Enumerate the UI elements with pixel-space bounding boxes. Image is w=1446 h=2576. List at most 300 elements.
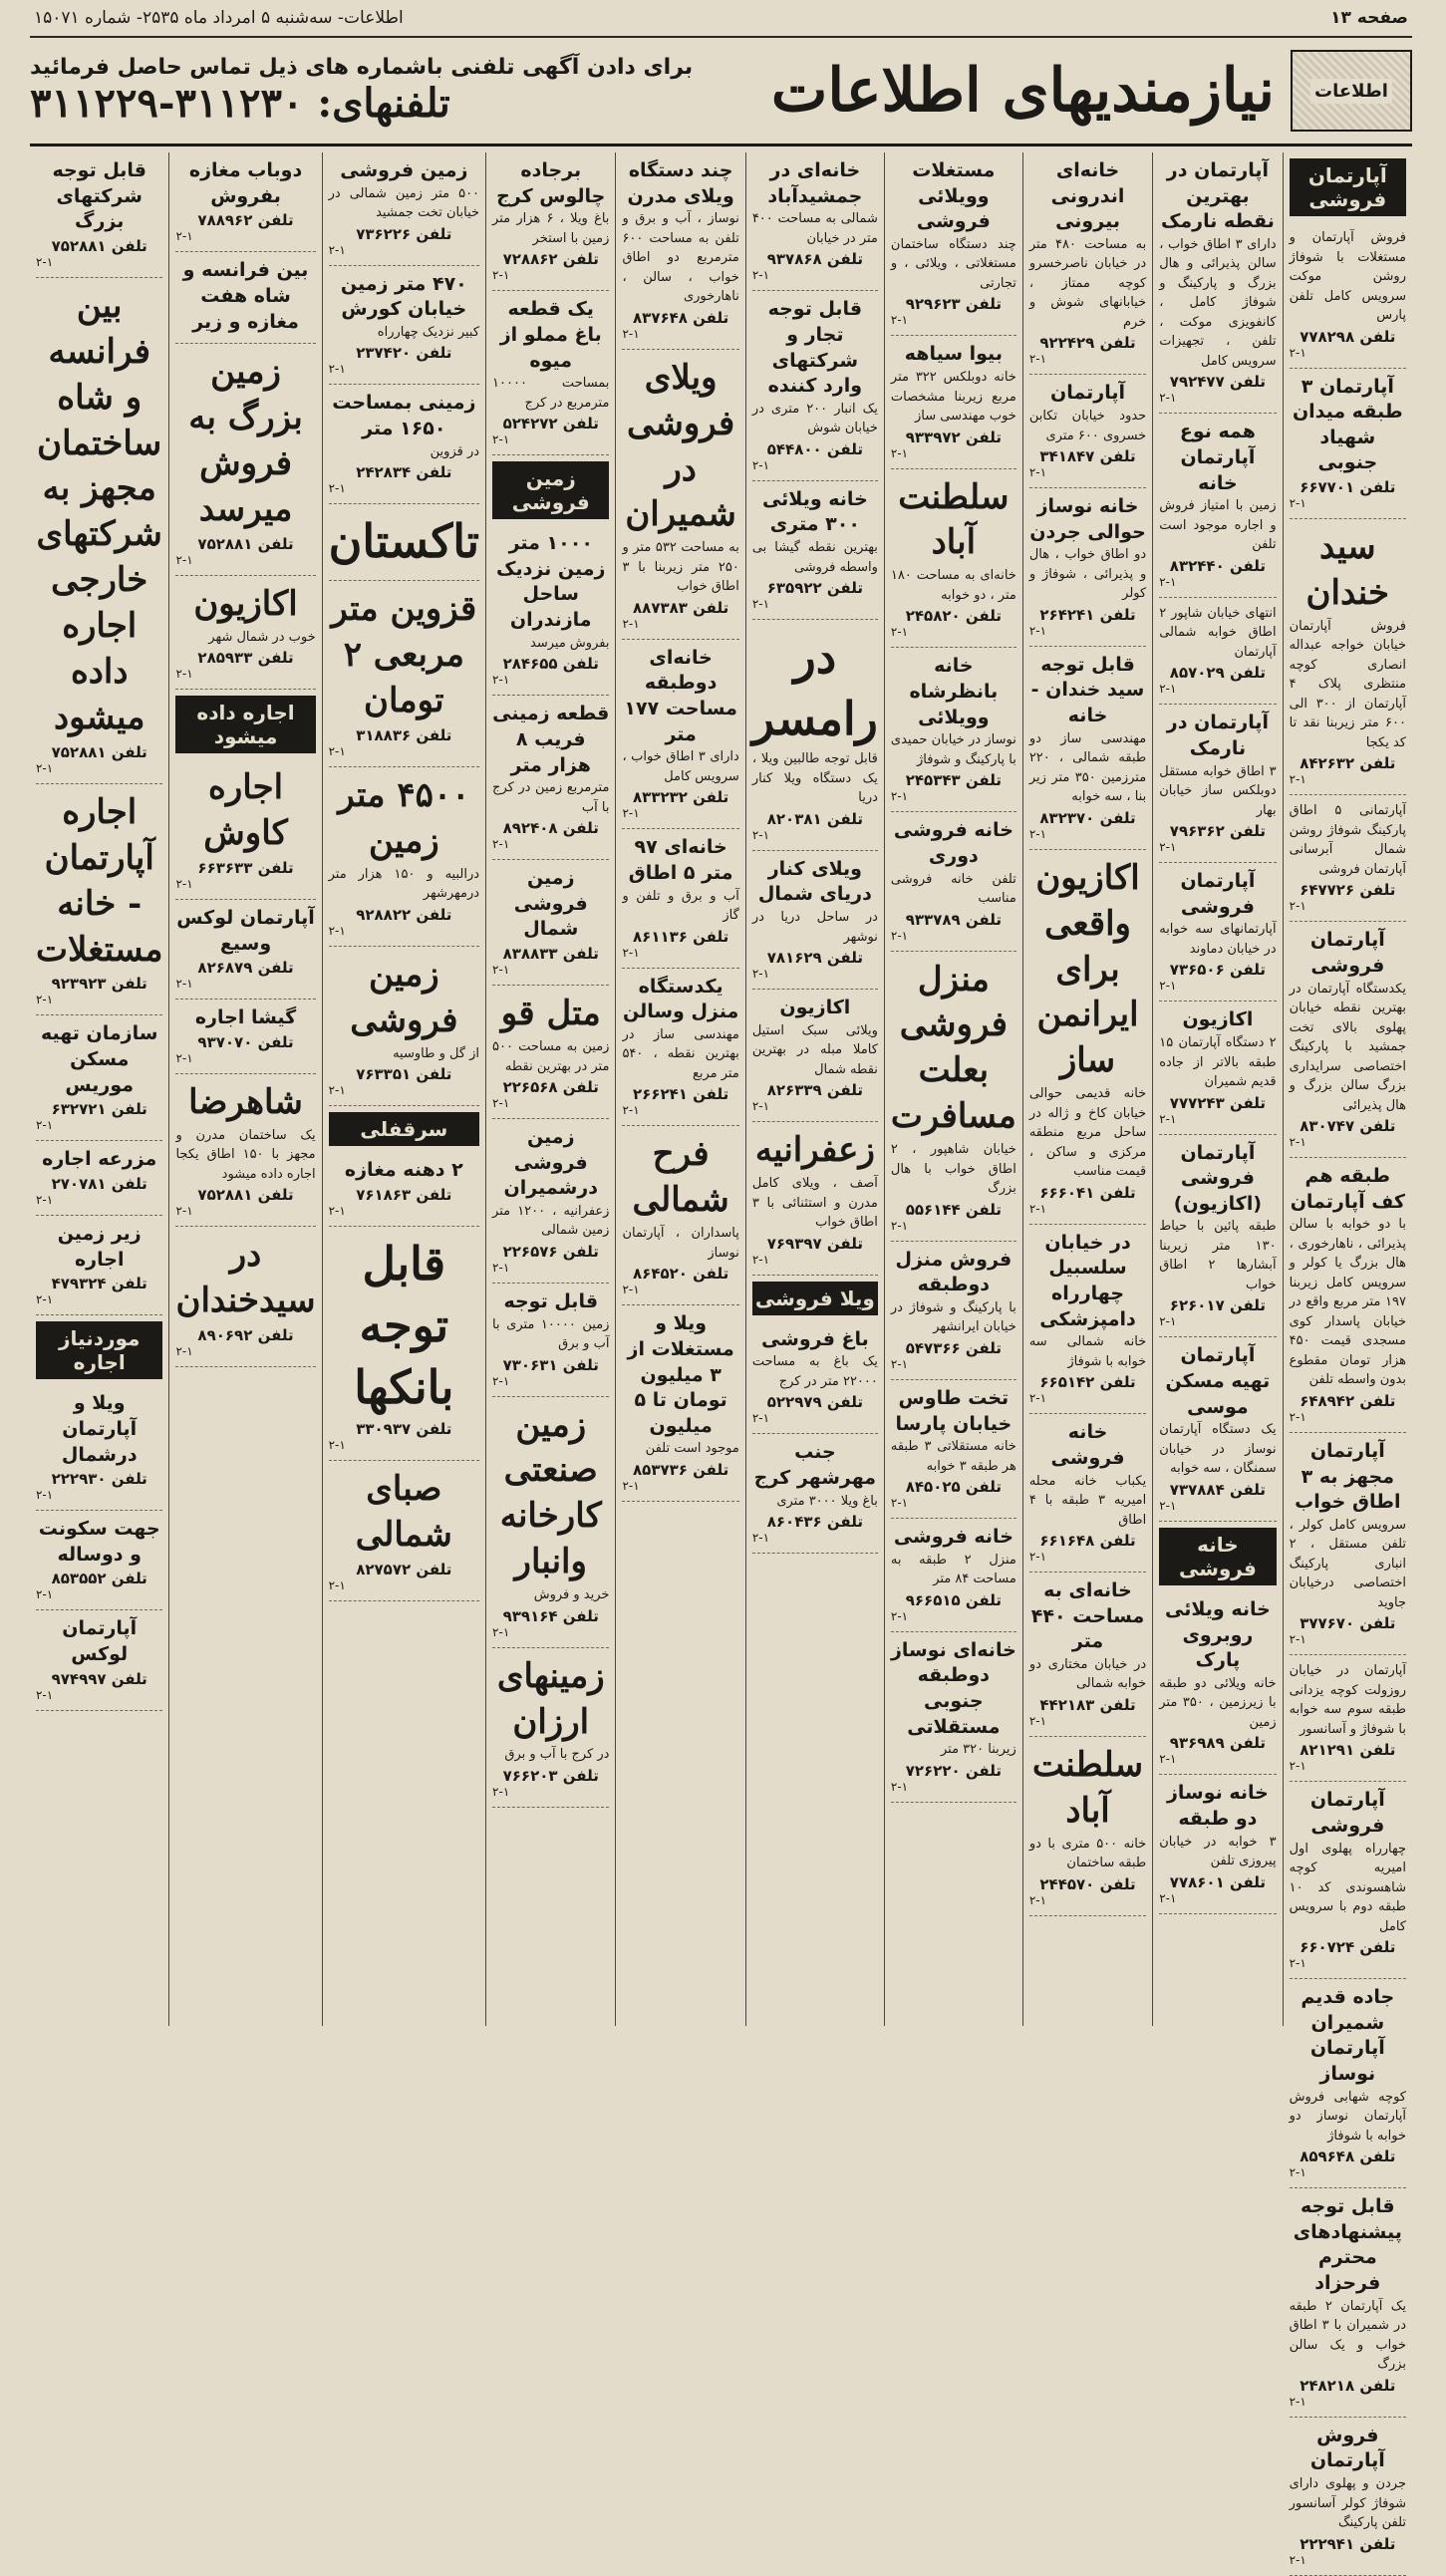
ad-code: ۲-۱ <box>751 967 770 982</box>
ad-phone: تلفن ۲۲۲۹۳۰ <box>51 1470 147 1489</box>
classified-ad <box>622 152 738 350</box>
ad-heading: آپارتمان فروشی <box>1309 929 1385 977</box>
ad-code: ۲-۱ <box>622 945 640 960</box>
ad-phone: تلفن ۸۵۳۵۵۲ <box>51 1570 147 1588</box>
ad-code: ۲-۱ <box>35 1118 54 1133</box>
ad-code: ۲-۱ <box>175 667 193 682</box>
ad-body: آپارتمانی ۵ اطاق پارکینگ شوفاژ روشن شمال آبرسانی آپارتمان فروشی <box>1289 803 1407 877</box>
phones-instruction: برای دادن آگهی تلفنی باشماره های ذیل تماس حاصل فرمائید <box>30 55 694 80</box>
ad-heading: متل قو <box>500 994 601 1034</box>
ad-body: نوساز در خیابان حمیدی با پارکینگ و شوفاژ <box>890 732 1016 767</box>
ad-code: ۲-۱ <box>175 977 193 992</box>
classified-ad <box>1029 1225 1146 1415</box>
classified-ad <box>1159 414 1276 597</box>
ad-phone: تلفن ۸۴۲۶۳۲ <box>1300 754 1396 773</box>
classified-ad <box>891 336 1016 468</box>
classified-ad <box>329 385 479 504</box>
ad-body: کبیر نزدیک چهارراه <box>377 324 480 340</box>
classified-ad <box>891 1380 1016 1519</box>
ad-phone: تلفن ۷۵۲۸۸۱ <box>51 236 147 255</box>
ad-heading: جاده قدیم شمیران آپارتمان نوساز <box>1301 1986 1395 2086</box>
ad-heading: صبای شمالی <box>355 1468 452 1555</box>
ad-phone: تلفن ۸۳۲۴۴۰ <box>1169 556 1267 575</box>
ad-body: کوچه شهابی فروش آپارتمان نوساز دو خوابه با شوفاژ <box>1289 2089 1406 2144</box>
classified-ad <box>622 350 738 640</box>
ad-code: ۲-۱ <box>890 928 909 943</box>
classified-ad <box>752 990 878 1122</box>
ad-column <box>1152 152 1282 2026</box>
ad-heading: خانه فروشی <box>1050 1421 1125 1469</box>
ad-phone: تلفن ۸۶۴۵۲۰ <box>633 1265 729 1284</box>
ad-code: ۲-۱ <box>492 1260 510 1275</box>
ad-phone: تلفن ۷۳۷۸۸۴ <box>1169 1480 1267 1499</box>
ad-body: از گل و طاوسیه <box>393 1045 480 1061</box>
ad-body: دارای ۳ اطاق خواب ، سالن پذیرائی و هال بزرگ و پارکینگ و شوفاژ کامل ، کانفویزی موکت ، تلفن ، تجهیزات سرویس کامل <box>1159 236 1277 369</box>
classified-ad <box>492 1284 609 1397</box>
classified-ad <box>175 759 315 900</box>
ad-code: ۲-۱ <box>328 743 346 758</box>
ad-body: خانه شمالی سه خوابه با شوفاژ <box>1028 1334 1147 1369</box>
classified-ad <box>1290 1433 1406 1655</box>
ad-heading: چند دستگاه ویلای مدرن <box>627 159 734 207</box>
ad-phone: تلفن ۸۸۷۳۸۳ <box>633 598 729 617</box>
section-band: اجاره داده میشود <box>175 696 315 753</box>
ad-body: به مساحت ۵۳۲ متر و ۲۵۰ متر زیربنا با ۳ اطاق خواب <box>622 540 739 595</box>
ad-heading: ۴۷۰ متر زمین خیابان کورش <box>340 272 467 321</box>
ad-heading: اکازیون واقعی برای ایرانمن ساز <box>1035 857 1140 1081</box>
ad-code: ۲-۱ <box>175 229 193 244</box>
ad-phone: تلفن ۷۸۱۶۲۹ <box>766 949 863 968</box>
ad-heading: ویلا و آپارتمان درشمال <box>61 1392 138 1466</box>
ad-code: ۲-۱ <box>751 268 770 283</box>
ad-heading: خانه‌ای دوطبقه مساحت ۱۷۷ متر <box>624 646 737 745</box>
classified-ad <box>891 1519 1016 1632</box>
ad-code: ۲-۱ <box>1159 1314 1177 1329</box>
ad-phone: تلفن ۲۲۶۵۶۸ <box>502 1078 599 1096</box>
classified-ad <box>1029 152 1146 375</box>
ad-code: ۲-۱ <box>622 616 640 631</box>
ad-phone: تلفن ۸۵۹۶۴۸ <box>1300 2147 1396 2166</box>
ad-body: خانه قدیمی حوالی خیابان کاخ و ژاله در ساحل مربع منطقه مرکزی و ساکن ، قیمت مناسب <box>1028 1086 1147 1180</box>
ad-phone: تلفن ۸۶۰۴۳۶ <box>766 1513 863 1532</box>
classified-ad <box>175 252 315 344</box>
ad-heading: ۴۵۰۰ متر زمین <box>338 774 470 861</box>
ad-phone: تلفن ۳۴۱۸۴۷ <box>1039 447 1136 466</box>
ad-code: ۲-۱ <box>1159 682 1177 697</box>
ad-code: ۲-۱ <box>890 1496 909 1511</box>
ad-phone: تلفن ۶۶۳۶۳۳ <box>197 858 294 877</box>
ad-body: موجود است تلفن <box>645 1441 739 1457</box>
ad-phone: تلفن ۵۵۶۱۴۴ <box>905 1200 1002 1219</box>
ad-code: ۲-۱ <box>328 1577 346 1592</box>
ad-phone: تلفن ۵۴۷۳۶۶ <box>905 1338 1002 1357</box>
ad-column <box>30 152 169 2026</box>
ad-column <box>745 152 884 2026</box>
ad-body: یکباب خانه محله امیریه ۳ طبقه با ۴ اطاق <box>1028 1473 1147 1528</box>
classified-ad <box>622 640 738 830</box>
ad-body: شمالی به مساحت ۴۰۰ متر در خیابان <box>751 211 878 246</box>
classified-ad <box>1290 1655 1406 1782</box>
ad-body: زمین ۱۰۰۰۰ متری با آب و برق <box>492 1316 610 1352</box>
ad-body: ۳ اطاق خوابه مستقل دوبلکس ساز خیابان بهار <box>1159 763 1277 818</box>
ad-body: درالبیه و ۱۵۰ هزار متر درمهرشهر <box>328 866 480 902</box>
ad-code: ۲-۱ <box>622 806 640 821</box>
ad-code: ۲-۱ <box>890 1779 909 1794</box>
classified-ad <box>329 947 479 1106</box>
ad-body: جردن و پهلوی دارای شوفاژ کولر آسانسور تلفن پارکینگ <box>1289 2476 1406 2531</box>
ad-heading: خانه فروشی <box>893 1526 1013 1549</box>
classified-ad <box>891 812 1016 951</box>
ad-heading: ۲ دهنه مغازه <box>344 1159 463 1182</box>
ad-body: طبقه پائین با حیاط ۱۳۰ متر زیربنا آبشارها ۲ اطاق خواب <box>1159 1219 1277 1292</box>
ad-code: ۲-۱ <box>1289 2394 1306 2409</box>
classified-ad <box>492 1648 609 1808</box>
ad-code: ۲-۱ <box>492 1624 510 1639</box>
ad-heading: خانه نوساز حوالی جردن <box>1029 495 1146 543</box>
classified-ad <box>492 860 609 986</box>
classified-ad <box>175 576 315 690</box>
ad-phone: تلفن ۵۲۲۹۷۹ <box>766 1393 863 1412</box>
ad-code: ۲-۱ <box>1028 1391 1047 1406</box>
page-topline <box>30 0 1412 38</box>
ad-body: ۳ خوابه در خیابان پیروزی تلفن <box>1159 1834 1277 1869</box>
masthead-title: نیازمندیهای اطلاعات <box>770 56 1275 126</box>
classified-ad <box>1290 369 1406 520</box>
ad-phone: تلفن ۹۷۴۹۹۷ <box>51 1669 147 1688</box>
ad-body: یک باغ به مساحت ۲۲۰۰۰ متر در کرج <box>751 1354 878 1389</box>
ad-code: ۲-۱ <box>622 1283 640 1297</box>
ad-heading: زمین بزرگ به فروش میرسد <box>188 352 303 529</box>
ad-phone: تلفن ۷۵۲۸۸۱ <box>197 1186 294 1205</box>
contact-phones <box>30 55 693 127</box>
ad-heading: زمین فروشی شمال <box>513 867 588 941</box>
classified-ad <box>1159 1002 1276 1134</box>
ad-body: در قزوین <box>430 443 480 459</box>
ad-body: یک ساختمان مدرن و مجهز با ۱۵۰ اطاق یکجا اجاره داده میشود <box>175 1127 316 1182</box>
classified-ad <box>329 266 479 386</box>
ad-heading: خانه ویلائی ۳۰۰ متری <box>761 487 868 536</box>
ad-heading: در خیابان سلسبیل چهارراه دامپزشکی <box>1039 1231 1136 1330</box>
ad-column <box>1022 152 1152 2026</box>
ad-body: فروش آپارتمان خیابان خواجه عبداله انصاری کوچه منتظری پلاک ۴ آپارتمان از ۳۰۰ الی ۶۰۰ متر زیربنا نقد تا کد یکجا <box>1289 618 1407 750</box>
ad-code: ۲-۱ <box>1028 1550 1047 1565</box>
ad-code: ۲-۱ <box>1159 391 1177 406</box>
ad-phone: تلفن ۶۶۶۰۴۱ <box>1039 1183 1136 1202</box>
ad-body: یک انبار ۲۰۰ متری در خیابان شوش <box>751 401 878 436</box>
ad-code: ۲-۱ <box>751 1411 770 1426</box>
ad-heading: خانه نوساز دو طبقه <box>1166 1782 1269 1830</box>
ad-body: ۲ دستگاه آپارتمان ۱۵ طبقه بالاتر از جاده قدیم شمیران <box>1159 1035 1277 1090</box>
classified-ad <box>1029 488 1146 647</box>
ad-body: خیابان شاهپور ، ۲ اطاق خواب با هال بزرگ <box>890 1142 1016 1197</box>
ad-phone: تلفن ۷۸۸۹۶۲ <box>197 211 294 230</box>
ad-heading: آپارتمان <box>1050 382 1125 405</box>
classified-ad <box>492 152 609 291</box>
classified-ad <box>36 278 163 784</box>
ad-heading: اکازیون <box>193 583 298 624</box>
ad-body: خانه‌ای به مساحت ۱۸۰ متر ، دو خوابه <box>890 568 1016 603</box>
ad-phone: تلفن ۷۷۸۶۰۱ <box>1169 1872 1267 1891</box>
ad-body: یک دستگاه آپارتمان نوساز در خیابان سمنگان ، سه خوابه <box>1159 1422 1277 1477</box>
ad-heading: سازمان تهیه مسکن موریس <box>40 1022 158 1096</box>
ad-column <box>615 152 744 2026</box>
ad-code: ۲-۱ <box>35 760 54 775</box>
ad-heading: آپارتمان در بهترین نقطه نارمک <box>1160 159 1275 233</box>
classified-ad <box>752 1321 878 1435</box>
section-band: سرقفلی <box>329 1112 479 1146</box>
ad-heading: یکدستگاه منزل وسالن <box>622 975 739 1023</box>
classified-ad <box>492 1119 609 1284</box>
ad-phone: تلفن ۶۴۷۷۲۶ <box>1300 881 1396 900</box>
ad-code: ۲-۱ <box>1028 1201 1047 1216</box>
ad-phone: تلفن ۵۲۴۲۷۲ <box>502 415 599 433</box>
issue-info: اطلاعات- سه‌شنبه ۵ امرداد ماه ۲۵۳۵- شماره ۱۵۰۷۱ <box>34 8 404 28</box>
ad-code: ۲-۱ <box>1028 465 1047 480</box>
ad-heading: بین فرانسه و شاه ساختمان مجهز به شرکتهای خارجی اجاره داده میشود <box>36 285 162 737</box>
ad-heading: در رامسر <box>751 630 878 746</box>
ad-body: خوب در شمال شهر <box>208 629 316 645</box>
ad-heading: آپارتمان فروشی <box>1180 870 1256 918</box>
ad-body: در کرج با آب و برق <box>504 1747 610 1763</box>
ad-body: باغ ویلا ۳۰۰۰ متری <box>776 1493 878 1509</box>
ad-heading: یک قطعه باغ مملو از میوه <box>499 298 602 372</box>
ad-phone: تلفن ۲۸۴۶۵۵ <box>502 655 599 674</box>
ad-code: ۲-۱ <box>1289 2165 1306 2180</box>
ad-heading: خانه‌ای در جمشیدآباد <box>767 159 863 207</box>
ad-code: ۲-۱ <box>1028 623 1047 638</box>
ad-phone: تلفن ۲۴۲۸۳۴ <box>356 463 452 482</box>
ad-phone: تلفن ۷۲۶۲۲۰ <box>905 1761 1002 1780</box>
ad-heading: آپارتمان مجهز به ۳ اطاق خواب <box>1295 1439 1401 1514</box>
ad-body: منزل ۲ طبقه به مساحت ۸۴ متر <box>890 1552 1016 1587</box>
ad-heading: برجاده چالوس کرج <box>496 159 606 207</box>
classified-ad <box>36 1141 163 1216</box>
classified-ad <box>891 1632 1016 1803</box>
ad-heading: زمینی بمساحت ۱۶۵۰ متر <box>332 392 476 440</box>
ad-code: ۲-۱ <box>35 1292 54 1307</box>
ad-heading: زیر زمین اجاره <box>57 1222 142 1271</box>
ad-phone: تلفن ۸۹۰۶۹۲ <box>197 1326 294 1345</box>
section-band: زمین فروشی <box>492 461 609 519</box>
ad-heading: منزل فروشی بعلت مسافرت <box>890 959 1016 1137</box>
classified-ad <box>752 152 878 291</box>
ad-phone: تلفن ۸۲۶۳۳۹ <box>766 1081 863 1100</box>
ad-heading: خانه‌ای اندرونی بیرونی <box>1050 159 1125 233</box>
ad-heading: قطعه زمینی فریب ۸ هزار متر <box>492 703 610 776</box>
ad-phone: تلفن ۸۲۶۸۷۹ <box>197 959 294 978</box>
ad-code: ۲-۱ <box>175 1050 193 1065</box>
ad-code: ۲-۱ <box>35 1687 54 1702</box>
ad-body: حدود خیابان تکابن خسروی ۶۰۰ متری <box>1028 409 1147 443</box>
ad-code: ۲-۱ <box>175 1204 193 1219</box>
ad-heading: طبقه هم کف آپارتمان <box>1290 1165 1405 1213</box>
ad-code: ۲-۱ <box>492 1373 510 1388</box>
classified-ad <box>175 900 315 1000</box>
ad-heading: مزرعه اجاره <box>42 1148 157 1171</box>
classified-ad <box>622 1126 738 1305</box>
ad-code: ۲-۱ <box>751 597 770 612</box>
ad-phone: تلفن ۹۲۹۶۲۳ <box>905 295 1002 314</box>
classifieds-header <box>30 38 1412 146</box>
ad-heading: قزوین متر مربعی ۲ تومان <box>331 589 477 721</box>
ad-phone: تلفن ۸۳۲۳۷۰ <box>1039 808 1136 827</box>
classified-ad <box>1290 922 1406 1158</box>
classified-ad <box>1029 1414 1146 1573</box>
ad-code: ۲-۱ <box>35 1192 54 1207</box>
ad-body: بفروش میرسد <box>530 635 610 651</box>
ad-body: فروش آپارتمان و مستغلات با شوفاژ روشن موکت سرویس کامل تلفن پارس <box>1289 230 1406 323</box>
ad-phone: تلفن ۷۷۸۲۹۸ <box>1300 327 1396 346</box>
ad-body: بهترین نقطه گیشا بی واسطه فروشی <box>751 540 878 575</box>
ad-body: تلفن خانه فروشی مناسب <box>890 871 1016 907</box>
classified-ad <box>1029 1737 1146 1916</box>
ad-code: ۲-۱ <box>890 789 909 804</box>
classified-ad <box>891 648 1016 812</box>
ad-phone: تلفن ۸۳۷۶۴۸ <box>633 308 729 327</box>
ad-heading: خانه‌ای نوساز دوطبقه جنوبی مستقلاتی <box>890 1638 1016 1738</box>
ad-body: نوساز ، آب و برق و تلفن به مساحت ۶۰۰ مترمربع دو اطاق خواب ، سالن ، ناهارخوری <box>622 211 739 305</box>
ad-phone: تلفن ۶۶۰۷۲۴ <box>1300 1938 1396 1957</box>
ad-code: ۲-۱ <box>1028 352 1047 367</box>
ad-phone: تلفن ۶۲۶۰۱۷ <box>1169 1296 1267 1315</box>
ad-body: خرید و فروش <box>533 1587 610 1603</box>
section-band: ویلا فروشی <box>752 1282 878 1315</box>
section-band: موردنیاز اجاره <box>36 1321 163 1379</box>
ad-heading: تخت طاوس خیابان پارسا <box>895 1386 1012 1435</box>
ad-heading: تاکستان <box>328 514 480 569</box>
ad-heading: بیوا سیاهه <box>904 343 1003 366</box>
ad-phone: تلفن ۲۲۲۹۴۱ <box>1300 2534 1396 2553</box>
ad-body: در ساحل دریا در نوشهر <box>751 910 878 945</box>
ad-code: ۲-۱ <box>1289 1759 1306 1774</box>
ad-heading: ویلای فروشی در شمیران <box>625 357 736 535</box>
ad-column <box>322 152 485 2026</box>
classified-ad <box>1159 705 1276 863</box>
ad-heading: خانه‌ای به مساحت ۴۴۰ متر <box>1030 1579 1145 1653</box>
ad-heading: اجاره کاوش <box>203 767 288 854</box>
ad-phone: تلفن ۳۱۸۸۳۶ <box>356 725 452 744</box>
ad-phone: تلفن ۶۶۷۷۰۱ <box>1300 478 1396 497</box>
ad-heading: جهت سکونت و دوساله <box>38 1518 160 1566</box>
classified-ad <box>891 952 1016 1242</box>
ad-body: خانه مستقلاتی ۳ طبقه هر طبقه ۳ خوابه <box>890 1439 1016 1474</box>
ad-heading: خانه بانظرشاه وویلائی <box>909 655 999 728</box>
classified-ad <box>492 291 609 455</box>
classified-ad <box>1159 1337 1276 1521</box>
ad-heading: زمین فروشی درشمیران <box>503 1126 598 1200</box>
ad-code: ۲-۱ <box>1028 1713 1047 1728</box>
ad-heading: شاهرضا <box>188 1081 303 1122</box>
ad-code: ۲-۱ <box>35 993 54 1007</box>
ad-heading: اکازیون <box>779 997 851 1019</box>
ad-body: در خیابان مختاری دو خوابه شمالی <box>1028 1656 1147 1692</box>
ad-heading: زعفرانیه <box>754 1130 875 1171</box>
ad-phone: تلفن ۹۲۳۹۲۳ <box>51 975 147 994</box>
classified-ad <box>1290 1158 1406 1433</box>
ad-phone: تلفن ۷۷۷۲۴۳ <box>1169 1093 1267 1112</box>
ad-code: ۲-۱ <box>492 1096 510 1110</box>
ad-code: ۲-۱ <box>751 1099 770 1114</box>
ad-body: مهندسی ساز در بهترین نقطه ، ۵۴۰ متر مربع <box>622 1026 739 1081</box>
classified-ad <box>752 481 878 620</box>
ad-code: ۲-۱ <box>1289 496 1306 511</box>
section-band: آپارتمان فروشی <box>1290 158 1406 216</box>
classified-ad <box>492 696 609 860</box>
ad-code: ۲-۱ <box>1289 1956 1306 1971</box>
ad-code: ۲-۱ <box>890 445 909 460</box>
ad-heading: اجاره آپارتمان - خانه مستغلات <box>35 791 163 970</box>
ad-phone: تلفن ۷۶۱۸۶۳ <box>356 1185 452 1204</box>
ad-heading: گیشا اجاره <box>194 1006 297 1029</box>
ad-code: ۲-۱ <box>35 1488 54 1503</box>
ad-body: با دو خوابه با سالن پذیرائی ، ناهارخوری ، هال بزرگ یا کولر و سرویس کامل زیربنا ۱۹۷ متر مربع واقع در خیابان پاسدار کوی مسجدی قیمت ۴۵۰ هزار تومان مقطوع بدون واسطه تلفن <box>1289 1217 1406 1388</box>
ad-phone: تلفن ۹۶۶۵۱۵ <box>905 1590 1002 1609</box>
classified-ad <box>329 1227 479 1461</box>
classified-ad <box>622 969 738 1127</box>
ad-heading: زمین فروشی <box>340 159 468 181</box>
ad-body: مهندسی ساز دو طبقه شمالی ، ۲۲۰ مترزمین ۳۵۰ متر زیر بنا ، سه خوابه <box>1028 730 1147 805</box>
ad-code: ۲-۱ <box>890 313 909 328</box>
classified-ad <box>36 784 163 1016</box>
classified-ad <box>622 1305 738 1502</box>
ad-heading: آپارتمان ۳ طبقه میدان شهیاد جنوبی <box>1292 375 1403 474</box>
ad-heading: سلطنت آباد <box>898 476 1010 563</box>
ad-heading: ۱۰۰۰ متر زمین نزدیک ساحل مازندران <box>496 532 606 632</box>
ad-phone: تلفن ۸۹۲۴۰۸ <box>502 819 599 838</box>
classified-ad <box>329 504 479 581</box>
classified-ad <box>1290 222 1406 369</box>
ad-heading: قابل توجه تجار و شرکتهای وارد کننده <box>767 298 863 398</box>
ad-code: ۲-۱ <box>622 1478 640 1493</box>
classified-ad <box>36 1216 163 1315</box>
ad-body: خانه ۵۰۰ متری با دو طبقه ساختمان <box>1028 1836 1147 1871</box>
ad-phone: تلفن ۸۲۰۳۸۱ <box>766 809 863 828</box>
ad-code: ۲-۱ <box>1159 1752 1177 1767</box>
classified-ad <box>175 344 315 576</box>
ad-phone: تلفن ۴۷۹۳۲۴ <box>51 1275 147 1293</box>
ad-code: ۲-۱ <box>1289 1632 1306 1647</box>
ad-column <box>485 152 615 2026</box>
ad-code: ۲-۱ <box>492 1784 510 1799</box>
ad-heading: همه نوع آپارتمان خانه <box>1179 421 1256 494</box>
ad-body: مترمربع زمین در کرج با آب <box>492 780 610 815</box>
ad-code: ۲-۱ <box>175 1344 193 1359</box>
classified-ad <box>1029 647 1146 850</box>
ad-body: آصف ، ویلای کامل مدرن و استثنائی با ۳ اطاق خواب <box>751 1176 878 1231</box>
ad-code: ۲-۱ <box>492 963 510 978</box>
ad-body: دارای ۳ اطاق خواب ، سرویس کامل <box>622 749 739 784</box>
ad-phone: تلفن ۶۳۵۹۲۲ <box>766 579 863 598</box>
ad-code: ۲-۱ <box>35 1587 54 1602</box>
classified-ad <box>891 1242 1016 1380</box>
ad-body: چهارراه پهلوی اول امیریه کوچه شاهسوندی کد ۱۰ طبقه دوم با سرویس کامل <box>1289 1841 1406 1934</box>
ad-phone: تلفن ۹۳۳۹۷۲ <box>905 428 1002 446</box>
ad-code: ۲-۱ <box>328 1203 346 1218</box>
classified-ad <box>36 1610 163 1710</box>
ad-body: انتهای خیابان شاپور ۲ اطاق خوابه شمالی آپارتمان <box>1159 605 1277 660</box>
classified-ad <box>752 1434 878 1554</box>
ad-code: ۲-۱ <box>328 923 346 938</box>
ad-code: ۲-۱ <box>751 827 770 842</box>
ad-phone: تلفن ۷۳۶۵۰۶ <box>1169 961 1267 980</box>
classified-ad <box>622 829 738 968</box>
classified-ad <box>1159 598 1276 706</box>
ad-phone: تلفن ۷۶۹۳۹۷ <box>766 1234 863 1253</box>
ad-phone: تلفن ۲۴۵۸۲۰ <box>905 607 1002 626</box>
ad-phone: تلفن ۸۵۳۷۳۶ <box>633 1460 729 1479</box>
ad-heading: مستغلات وویلائی فروشی <box>912 159 996 233</box>
ad-body: زیربنا ۳۲۰ متر <box>940 1742 1016 1758</box>
